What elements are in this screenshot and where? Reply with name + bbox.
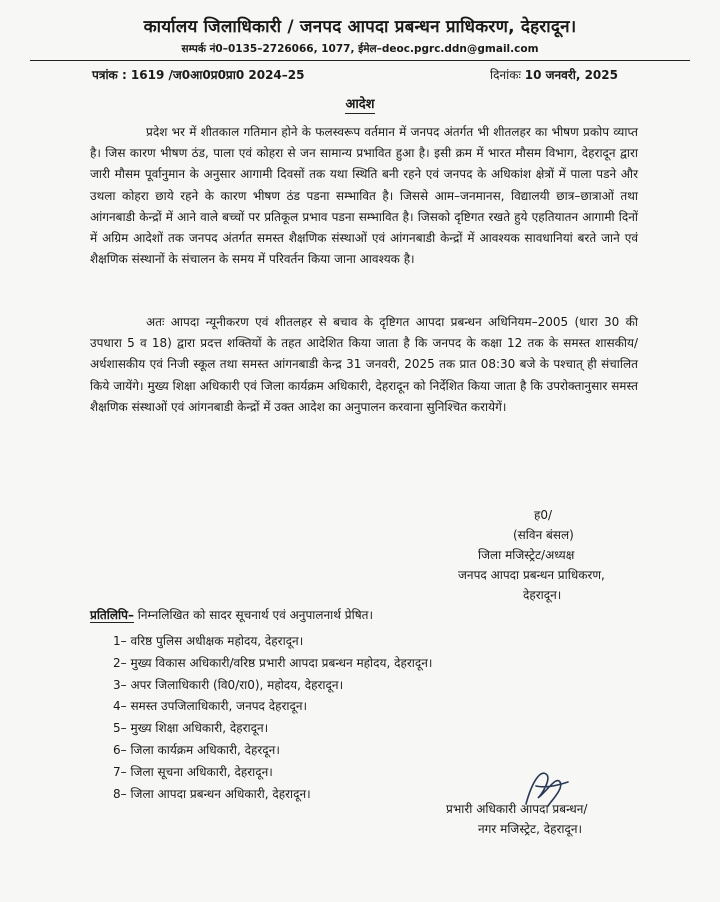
date-value: 10 जनवरी, 2025 (524, 68, 618, 82)
date-label: दिनांकः (490, 68, 521, 82)
office-title: कार्यालय जिलाधिकारी / जनपद आपदा प्रबन्धन प्राधिकरण, देहरादून। (143, 17, 577, 37)
order-title (0, 94, 720, 112)
order-paragraph-2: अतः आपदा न्यूनीकरण एवं शीतलहर से बचाव के दृष्टिगत आपदा प्रबन्धन अधिनियम–2005 (धारा 30 की उपधारा 5 व 18) द्वारा प्रदत्त शक्तियों के तहत आदेशित किया जाता है कि जनपद के कक्षा 12 तक के समस्त शासकीय/अर्धशासकीय एवं निजी स्कूल तथा समस्त आंगनबाडी केन्द्र 31 जनवरी, 2025 तक प्रात 08:30 बजे के पश्चात् ही संचालित किये जायेंगे। मुख्य शिक्षा अधिकारी एवं जिला कार्यक्रम अधिकारी, देहरादून को निर्देशित किया जाता है कि उपरोक्तानुसार समस्त शैक्षणिक संस्थाओं एवं आंगनबाडी केन्द्रों में उक्त आदेश का अनुपालन करवाना सुनिश्चित करायेगें। (90, 315, 638, 414)
header-divider (30, 60, 690, 61)
contact-line: सम्पर्क नं0–0135–2726066, 1077, ईमेल–deoc.pgrc.ddn@gmail.com (181, 43, 539, 55)
list-item: 3– अपर जिलाधिकारी (वि0/रा0), महोदय, देहरादून। (113, 677, 344, 692)
list-item: 1– वरिष्ठ पुलिस अधीक्षक महोदय, देहरादून। (113, 634, 304, 648)
list-item: 4– समस्त उपजिलाधिकारी, जनपद देहरादून। (113, 699, 308, 714)
order-date (490, 66, 618, 83)
list-item: 2– मुख्य विकास अधिकारी/वरिष्ठ प्रभारी आपदा प्रबन्धन महोदय, देहरादून। (113, 655, 433, 670)
issuer-place: देहरादून। (523, 588, 562, 602)
copy-to-heading (90, 606, 373, 623)
copy-to-intro: निम्नलिखित को सादर सूचनार्थ एवं अनुपालनार्थ प्रेषित। (137, 608, 374, 622)
reference-number: पत्रांक : 1619 /ज0आ0प्र0प्रा0 2024–25 (92, 68, 305, 82)
order-paragraph-1: प्रदेश भर में शीतकाल गतिमान होने के फलस्वरूप वर्तमान में जनपद अंतर्गत भी शीतलहर का भीषण प्रकोप व्याप्त है। जिस कारण भीषण ठंड, पाला एवं कोहरा से जन सामान्य प्रभावित हुआ है। इसी क्रम में भारत मौसम विभाग, देहरादून द्वारा जारी मौसम पूर्वानुमान के अनुसार आगामी दिवसों तक यथा स्थिति बनी रहने एवं जनपद के अधिकांश क्षेत्रों में पाला पडने और उथला कोहरा छाये रहने के कारण भीषण ठंड पडना सम्भावित है। जिससे आम–जनमानस, विद्यालयी छात्र–छात्राओं तथा आंगनबाडी केन्द्रों में आने वाले बच्चों पर प्रतिकूल प्रभाव पडना सम्भावित है। जिसको दृष्टिगत रखते हुये एहतियातन आगामी दिनों में अग्रिम आदेशों तक जनपद अंतर्गत समस्त शैक्षणिक संस्थाओं एवं आंगनबाडी केन्द्रों में आवश्यक सावधानियां बरते जाने एवं शैक्षणिक संस्थानों के संचालन के समय में परिवर्तन किया जाना आवश्यक है। (90, 125, 638, 267)
issuer-designation: जिला मजिस्ट्रेट/अध्यक्ष (478, 548, 575, 562)
issuer-authority: जनपद आपदा प्रबन्धन प्राधिकरण, (458, 568, 605, 582)
list-item: 5– मुख्य शिक्षा अधिकारी, देहरादून। (113, 721, 269, 736)
list-item: 6– जिला कार्यक्रम अधिकारी, देहरदून। (113, 742, 280, 757)
copy-to-label: प्रतिलिपि– (90, 608, 134, 622)
list-item: 8– जिला आपदा प्रबन्धन अधिकारी, देहरादून। (113, 786, 311, 801)
signed-mark: ह0/ (534, 508, 553, 522)
copy-to-list (113, 631, 432, 805)
countersign-office: नगर मजिस्ट्रेट, देहरादून। (478, 822, 583, 836)
list-item: 7– जिला सूचना अधिकारी, देहरादून। (113, 764, 273, 779)
countersign-designation: प्रभारी अधिकारी आपदा प्रबन्धन/ (446, 802, 588, 816)
issuer-name: (सविन बंसल) (513, 528, 574, 542)
order-title-text: आदेश (345, 97, 375, 112)
